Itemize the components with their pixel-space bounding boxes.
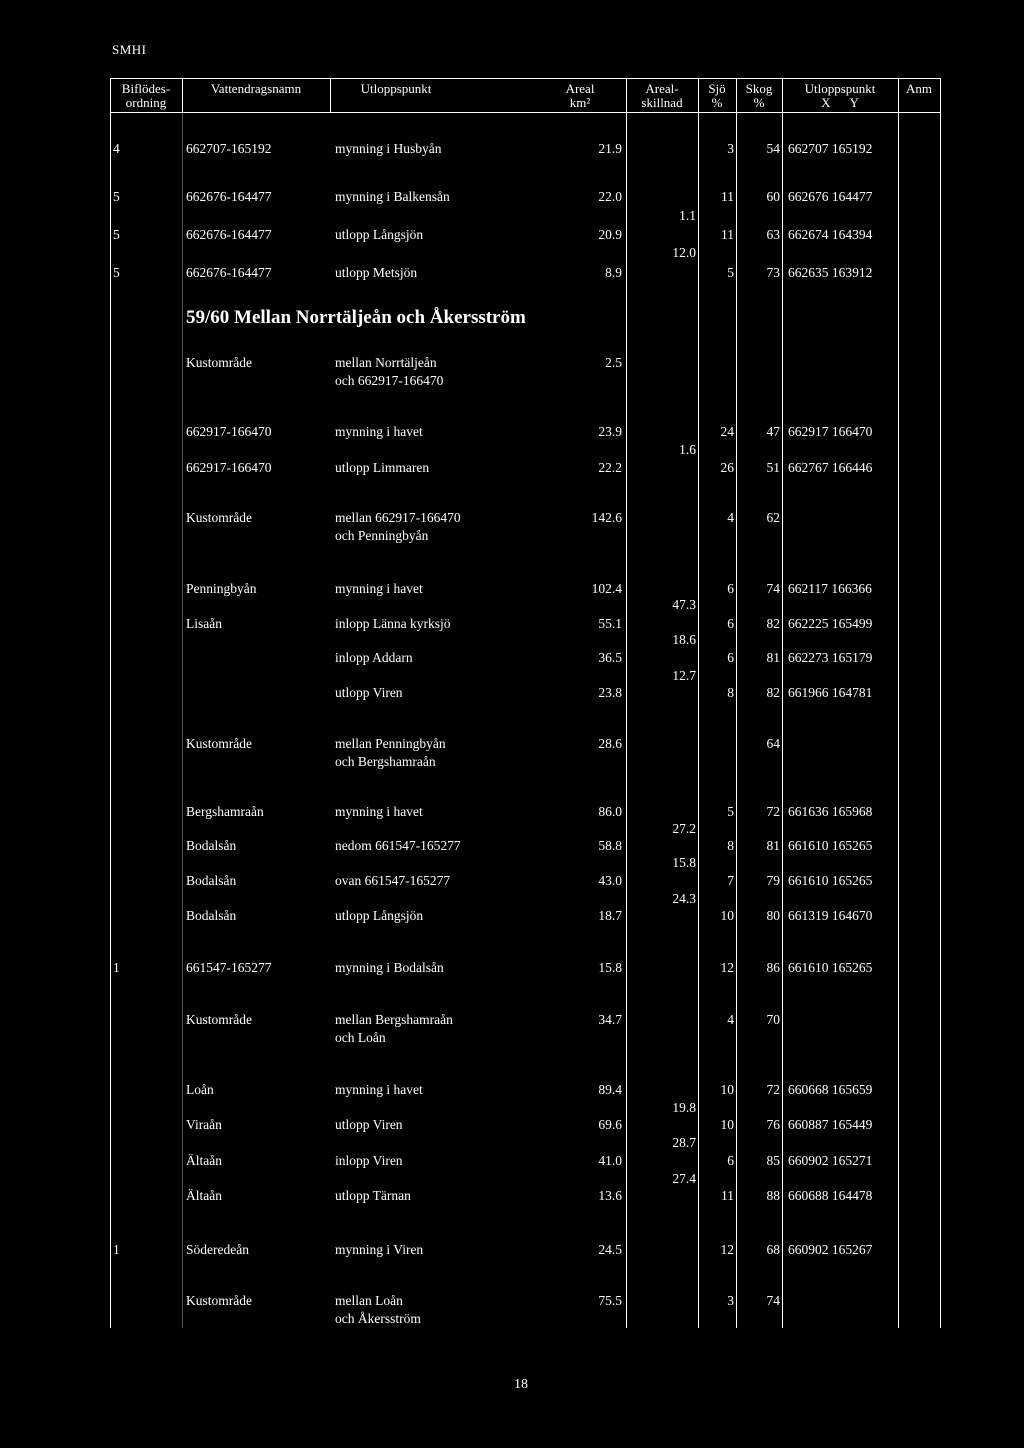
cell-areal: 28.6 [598, 736, 622, 751]
cell-vattendragsnamn: Loån [186, 1082, 214, 1097]
cell-areal: 142.6 [591, 510, 622, 525]
cell-utloppspunkt-line2: och 662917-166470 [335, 373, 444, 388]
cell-areal: 21.9 [598, 141, 622, 156]
cell-vattendragsnamn: 662676-164477 [186, 189, 272, 204]
cell-utloppspunkt-line2: och Bergshamraån [335, 754, 436, 769]
cell-sjo: 10 [720, 1117, 734, 1132]
cell-sjo: 11 [721, 227, 734, 242]
cell-sjo: 4 [727, 1012, 734, 1027]
cell-arealskillnad: 24.3 [672, 891, 696, 906]
cell-arealskillnad: 27.4 [672, 1171, 696, 1186]
cell-areal: 69.6 [598, 1117, 622, 1132]
cell-areal: 36.5 [598, 650, 622, 665]
cell-skog: 79 [766, 873, 780, 888]
cell-utloppspunkt-line2: och Loån [335, 1030, 386, 1045]
cell-sjo: 26 [720, 460, 734, 475]
cell-utloppspunkt: utlopp Långsjön [335, 908, 424, 923]
cell-utloppspunkt-xy: 662273 165179 [788, 650, 873, 665]
cell-arealskillnad: 1.1 [679, 208, 696, 223]
cell-skog: 68 [766, 1242, 780, 1257]
cell-areal: 13.6 [598, 1188, 622, 1203]
cell-skog: 47 [766, 424, 780, 439]
cell-skog: 51 [766, 460, 780, 475]
cell-areal: 23.8 [598, 685, 622, 700]
cell-vattendragsnamn: Viraån [186, 1117, 222, 1132]
cell-utloppspunkt-xy: 662767 166446 [788, 460, 873, 475]
cell-utloppspunkt: utlopp Viren [335, 1117, 403, 1132]
header-areal: Areal km² [565, 81, 595, 110]
cell-sjo: 8 [727, 685, 734, 700]
cell-areal: 24.5 [598, 1242, 622, 1257]
cell-skog: 76 [766, 1117, 780, 1132]
cell-skog: 82 [766, 616, 780, 631]
cell-biflodesordning: 1 [113, 960, 120, 975]
cell-areal: 102.4 [591, 581, 622, 596]
cell-utloppspunkt: utlopp Långsjön [335, 227, 424, 242]
cell-vattendragsnamn: Kustområde [186, 510, 252, 525]
cell-vattendragsnamn: Kustområde [186, 736, 252, 751]
cell-sjo: 6 [727, 650, 734, 665]
cell-utloppspunkt-xy: 661610 165265 [788, 873, 873, 888]
cell-utloppspunkt: inlopp Addarn [335, 650, 413, 665]
cell-skog: 88 [766, 1188, 780, 1203]
cell-skog: 70 [766, 1012, 780, 1027]
cell-utloppspunkt: mellan Bergshamraån [335, 1012, 453, 1027]
cell-sjo: 10 [720, 908, 734, 923]
cell-utloppspunkt: mynning i Husbyån [335, 141, 442, 156]
cell-areal: 8.9 [605, 265, 622, 280]
cell-utloppspunkt-xy: 660887 165449 [788, 1117, 873, 1132]
cell-sjo: 10 [720, 1082, 734, 1097]
page-number: 18 [514, 1377, 528, 1392]
cell-utloppspunkt: inlopp Viren [335, 1153, 403, 1168]
header-utloppspunkt: Utloppspunkt [360, 81, 432, 96]
cell-utloppspunkt: mynning i Bodalsån [335, 960, 444, 975]
cell-utloppspunkt-xy: 662676 164477 [788, 189, 873, 204]
cell-skog: 81 [766, 838, 780, 853]
cell-skog: 72 [766, 1082, 780, 1097]
cell-areal: 55.1 [598, 616, 622, 631]
cell-arealskillnad: 12.0 [672, 245, 696, 260]
cell-skog: 73 [766, 265, 780, 280]
section-title: 59/60 Mellan Norrtäljeån och Åkersström [186, 307, 526, 328]
cell-arealskillnad: 1.6 [679, 442, 696, 457]
cell-areal: 22.2 [598, 460, 622, 475]
cell-vattendragsnamn: Ältaån [186, 1188, 222, 1203]
cell-skog: 63 [766, 227, 780, 242]
cell-utloppspunkt-xy: 661610 165265 [788, 838, 873, 853]
cell-skog: 72 [766, 804, 780, 819]
cell-vattendragsnamn: Bodalsån [186, 838, 237, 853]
cell-utloppspunkt: mellan Penningbyån [335, 736, 446, 751]
cell-biflodesordning: 4 [113, 141, 120, 156]
cell-utloppspunkt: utlopp Limmaren [335, 460, 430, 475]
cell-utloppspunkt: mynning i havet [335, 581, 423, 596]
cell-utloppspunkt: inlopp Länna kyrksjö [335, 616, 451, 631]
cell-sjo: 12 [720, 960, 734, 975]
cell-arealskillnad: 47.3 [672, 597, 696, 612]
cell-utloppspunkt: utlopp Tärnan [335, 1188, 411, 1203]
cell-vattendragsnamn: Söderedeån [186, 1242, 249, 1257]
cell-vattendragsnamn: 662917-166470 [186, 424, 272, 439]
cell-sjo: 3 [727, 141, 734, 156]
cell-areal: 75.5 [598, 1293, 622, 1308]
cell-utloppspunkt-xy: 661610 165265 [788, 960, 873, 975]
cell-sjo: 12 [720, 1242, 734, 1257]
cell-skog: 82 [766, 685, 780, 700]
cell-skog: 54 [766, 141, 780, 156]
cell-utloppspunkt: mynning i Viren [335, 1242, 424, 1257]
cell-vattendragsnamn: Lisaån [186, 616, 222, 631]
header-utloppspunkt-xy: Utloppspunkt X Y [804, 81, 876, 110]
cell-vattendragsnamn: Kustområde [186, 1293, 252, 1308]
cell-sjo: 11 [721, 189, 734, 204]
cell-vattendragsnamn: Bergshamraån [186, 804, 264, 819]
header-anm: Anm [906, 81, 932, 96]
cell-areal: 41.0 [598, 1153, 622, 1168]
cell-biflodesordning: 5 [113, 265, 120, 280]
cell-utloppspunkt: utlopp Viren [335, 685, 403, 700]
cell-sjo: 5 [727, 265, 734, 280]
cell-utloppspunkt-xy: 660668 165659 [788, 1082, 873, 1097]
cell-utloppspunkt-xy: 661319 164670 [788, 908, 873, 923]
cell-areal: 89.4 [598, 1082, 622, 1097]
cell-utloppspunkt-xy: 661966 164781 [788, 685, 873, 700]
cell-skog: 60 [766, 189, 780, 204]
cell-utloppspunkt-xy: 662117 166366 [788, 581, 872, 596]
cell-skog: 85 [766, 1153, 780, 1168]
cell-skog: 81 [766, 650, 780, 665]
cell-vattendragsnamn: Kustområde [186, 1012, 252, 1027]
cell-vattendragsnamn: Penningbyån [186, 581, 257, 596]
header-arealskillnad: Areal- skillnad [641, 81, 683, 110]
cell-utloppspunkt: mynning i havet [335, 424, 423, 439]
cell-arealskillnad: 27.2 [672, 821, 696, 836]
cell-arealskillnad: 28.7 [672, 1135, 696, 1150]
cell-sjo: 11 [721, 1188, 734, 1203]
cell-utloppspunkt: mynning i havet [335, 1082, 423, 1097]
cell-sjo: 6 [727, 1153, 734, 1168]
cell-skog: 80 [766, 908, 780, 923]
cell-utloppspunkt: mynning i havet [335, 804, 423, 819]
cell-utloppspunkt: mellan 662917-166470 [335, 510, 461, 525]
cell-skog: 62 [766, 510, 780, 525]
cell-biflodesordning: 1 [113, 1242, 120, 1257]
cell-areal: 22.0 [598, 189, 622, 204]
cell-utloppspunkt-xy: 661636 165968 [788, 804, 873, 819]
cell-arealskillnad: 19.8 [672, 1100, 696, 1115]
cell-utloppspunkt-xy: 660902 165271 [788, 1153, 873, 1168]
cell-utloppspunkt-xy: 662707 165192 [788, 141, 873, 156]
cell-skog: 74 [766, 1293, 780, 1308]
cell-utloppspunkt: ovan 661547-165277 [335, 873, 451, 888]
cell-biflodesordning: 5 [113, 227, 120, 242]
cell-vattendragsnamn: Bodalsån [186, 908, 237, 923]
cell-utloppspunkt: utlopp Metsjön [335, 265, 418, 280]
cell-utloppspunkt-xy: 662917 166470 [788, 424, 873, 439]
cell-biflodesordning: 5 [113, 189, 120, 204]
cell-utloppspunkt-xy: 662674 164394 [788, 227, 873, 242]
cell-sjo: 4 [727, 510, 734, 525]
cell-vattendragsnamn: 662676-164477 [186, 265, 272, 280]
cell-areal: 86.0 [598, 804, 622, 819]
header-skog: Skog % [745, 81, 773, 110]
cell-sjo: 3 [727, 1293, 734, 1308]
cell-vattendragsnamn: 662676-164477 [186, 227, 272, 242]
cell-vattendragsnamn: Ältaån [186, 1153, 222, 1168]
cell-utloppspunkt: nedom 661547-165277 [335, 838, 461, 853]
cell-arealskillnad: 12.7 [672, 668, 696, 683]
cell-skog: 74 [766, 581, 780, 596]
cell-sjo: 8 [727, 838, 734, 853]
smhi-logo: SMHI [112, 42, 147, 57]
cell-sjo: 7 [727, 873, 734, 888]
header-biflodesordning: Biflödes- ordning [121, 81, 171, 110]
cell-sjo: 6 [727, 581, 734, 596]
cell-vattendragsnamn: 662707-165192 [186, 141, 272, 156]
cell-utloppspunkt-xy: 660688 164478 [788, 1188, 873, 1203]
cell-vattendragsnamn: Kustområde [186, 355, 252, 370]
cell-areal: 2.5 [605, 355, 622, 370]
header-vattendragsnamn: Vattendragsnamn [210, 81, 302, 96]
cell-sjo: 6 [727, 616, 734, 631]
cell-areal: 20.9 [598, 227, 622, 242]
cell-utloppspunkt: mellan Norrtäljeån [335, 355, 437, 370]
cell-sjo: 24 [720, 424, 734, 439]
cell-utloppspunkt-xy: 660902 165267 [788, 1242, 873, 1257]
cell-areal: 43.0 [598, 873, 622, 888]
cell-areal: 58.8 [598, 838, 622, 853]
cell-skog: 64 [766, 736, 780, 751]
cell-utloppspunkt-line2: och Penningbyån [335, 528, 429, 543]
cell-utloppspunkt-line2: och Åkersström [335, 1311, 421, 1326]
cell-vattendragsnamn: Bodalsån [186, 873, 237, 888]
cell-utloppspunkt: mellan Loån [335, 1293, 403, 1308]
cell-areal: 23.9 [598, 424, 622, 439]
header-sjo: Sjö % [708, 81, 726, 110]
cell-skog: 86 [766, 960, 780, 975]
cell-areal: 34.7 [598, 1012, 622, 1027]
cell-arealskillnad: 15.8 [672, 855, 696, 870]
cell-arealskillnad: 18.6 [672, 632, 696, 647]
cell-utloppspunkt: mynning i Balkensån [335, 189, 450, 204]
cell-areal: 18.7 [598, 908, 622, 923]
cell-utloppspunkt-xy: 662635 163912 [788, 265, 873, 280]
cell-areal: 15.8 [598, 960, 622, 975]
cell-vattendragsnamn: 661547-165277 [186, 960, 272, 975]
cell-vattendragsnamn: 662917-166470 [186, 460, 272, 475]
cell-utloppspunkt-xy: 662225 165499 [788, 616, 873, 631]
cell-sjo: 5 [727, 804, 734, 819]
